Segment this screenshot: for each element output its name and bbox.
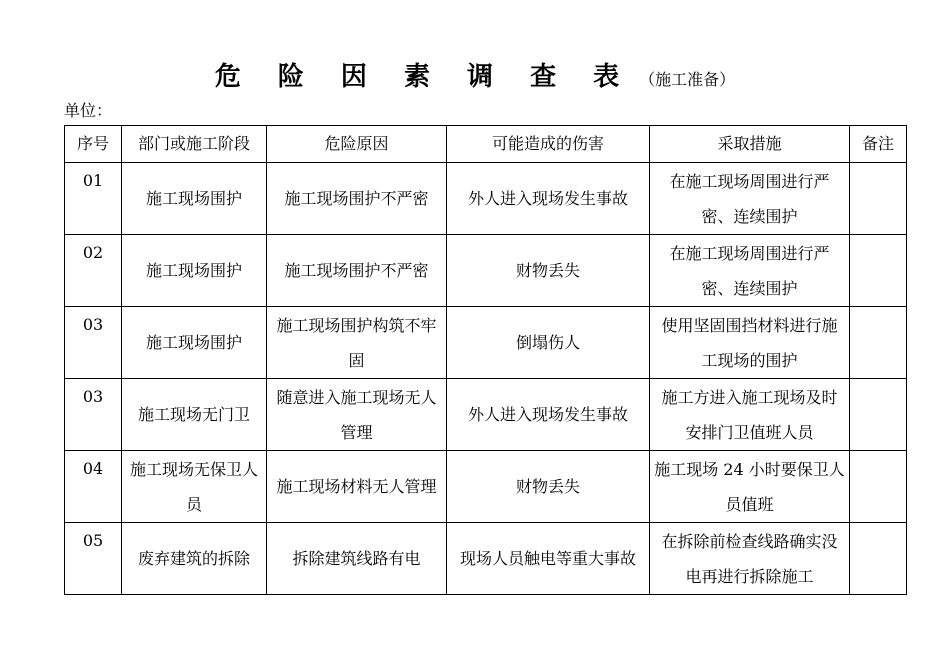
cell-stage: 废弃建筑的拆除	[122, 523, 267, 595]
column-header-cause: 危险原因	[267, 126, 447, 163]
table-row	[65, 307, 907, 379]
cell-stage: 施工现场围护	[122, 307, 267, 379]
column-header-no: 序号	[65, 126, 122, 163]
cell-measure: 在施工现场周围进行严密、连续围护	[650, 235, 850, 307]
cell-stage: 施工现场无保卫人员	[122, 451, 267, 523]
table-row	[65, 451, 907, 523]
cell-stage: 施工现场围护	[122, 163, 267, 235]
cell-no: 04	[65, 451, 122, 523]
cell-no: 02	[65, 235, 122, 307]
cell-note	[850, 307, 907, 379]
hazard-table	[64, 125, 907, 595]
cell-stage: 施工现场围护	[122, 235, 267, 307]
cell-measure: 使用坚固围挡材料进行施工现场的围护	[650, 307, 850, 379]
cell-harm: 财物丢失	[447, 235, 650, 307]
cell-measure: 施工现场 24 小时要保卫人员值班	[650, 451, 850, 523]
cell-harm: 外人进入现场发生事故	[447, 163, 650, 235]
column-header-note: 备注	[850, 126, 907, 163]
cell-no: 01	[65, 163, 122, 235]
cell-cause: 拆除建筑线路有电	[267, 523, 447, 595]
table-row	[65, 379, 907, 451]
cell-cause: 施工现场围护不严密	[267, 235, 447, 307]
page-title: 危 险 因 素 调 查 表	[214, 62, 634, 92]
unit-label: 单位：	[64, 101, 113, 120]
table-row	[65, 163, 907, 235]
column-header-stage: 部门或施工阶段	[122, 126, 267, 163]
table-header-row	[65, 126, 907, 163]
cell-cause: 施工现场围护不严密	[267, 163, 447, 235]
cell-stage: 施工现场无门卫	[122, 379, 267, 451]
cell-note	[850, 379, 907, 451]
cell-note	[850, 235, 907, 307]
cell-measure: 在拆除前检查线路确实没电再进行拆除施工	[650, 523, 850, 595]
title-row	[0, 56, 950, 93]
cell-harm: 财物丢失	[447, 451, 650, 523]
cell-cause: 施工现场围护构筑不牢固	[267, 307, 447, 379]
column-header-harm: 可能造成的伤害	[447, 126, 650, 163]
cell-no: 03	[65, 307, 122, 379]
cell-cause: 施工现场材料无人管理	[267, 451, 447, 523]
cell-harm: 外人进入现场发生事故	[447, 379, 650, 451]
cell-note	[850, 523, 907, 595]
cell-harm: 倒塌伤人	[447, 307, 650, 379]
cell-harm: 现场人员触电等重大事故	[447, 523, 650, 595]
cell-no: 05	[65, 523, 122, 595]
cell-measure: 在施工现场周围进行严密、连续围护	[650, 163, 850, 235]
table-row	[65, 523, 907, 595]
table-row	[65, 235, 907, 307]
cell-cause: 随意进入施工现场无人管理	[267, 379, 447, 451]
column-header-measure: 采取措施	[650, 126, 850, 163]
page-subtitle: （施工准备）	[639, 70, 736, 89]
cell-measure: 施工方进入施工现场及时安排门卫值班人员	[650, 379, 850, 451]
cell-note	[850, 451, 907, 523]
cell-no: 03	[65, 379, 122, 451]
cell-note	[850, 163, 907, 235]
